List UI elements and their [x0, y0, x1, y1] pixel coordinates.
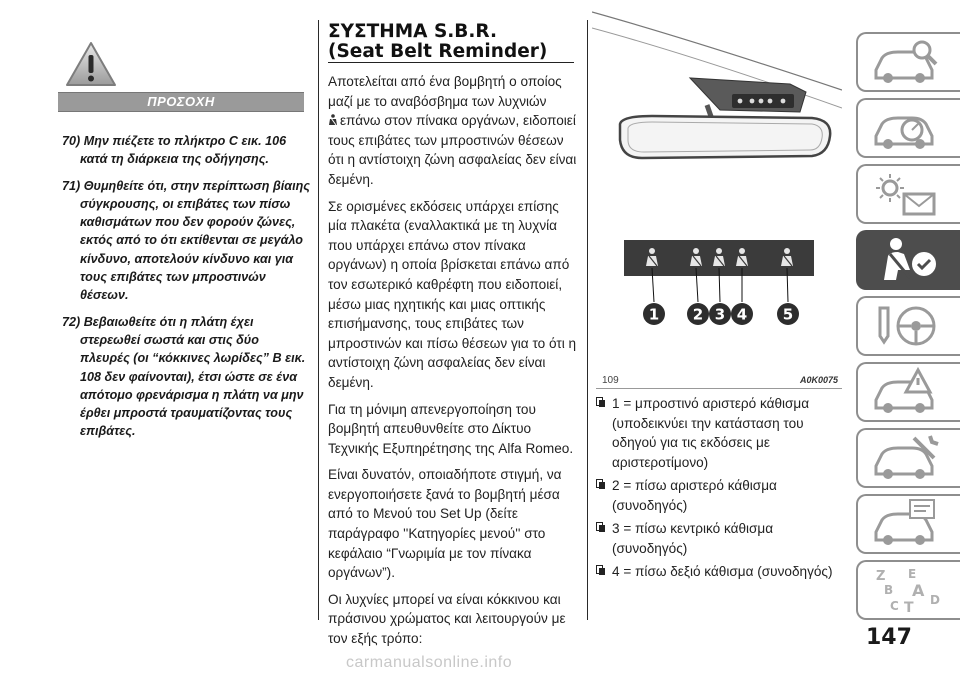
tab-maintenance[interactable] [856, 428, 960, 488]
paragraph-3: Για τη μόνιμη απενεργοποίηση του βομβητή απευθυνθείτε στο Δίκτυο Τεχνικής Εξυπηρέτησης της Alfa Romeo. [328, 401, 574, 456]
index-letters-icon [868, 564, 948, 616]
warning-list [62, 132, 310, 449]
checkbox-bullet-icon [596, 565, 605, 575]
svg-text:T: T [904, 600, 914, 616]
svg-text:C: C [890, 599, 899, 613]
warning-item: 70) Μην πιέζετε το πλήκτρο C εικ. 106 κατά τη διάρκεια της οδήγησης. [62, 134, 287, 167]
warning-triangle-icon [64, 40, 118, 88]
tab-car-dashboard[interactable] [856, 98, 960, 158]
svg-text:Z: Z [876, 569, 886, 584]
car-maintenance-icon [868, 432, 948, 484]
callout-label: 1 [648, 305, 660, 324]
paragraph-1-start: Αποτελείται από ένα βομβητή ο οποίος μαζί με το αναβόσβημα των λυχνιών [328, 74, 562, 109]
section-title [328, 22, 578, 62]
checkbox-bullet-icon [596, 522, 605, 532]
list-item [596, 476, 846, 515]
airbag-safety-icon [868, 234, 948, 286]
tab-driving[interactable] [856, 296, 960, 356]
column-divider-right [587, 20, 588, 620]
paragraph-1 [328, 72, 580, 190]
column-divider-left [318, 20, 319, 620]
section-body [328, 72, 580, 656]
figure-caption-rule [596, 388, 842, 389]
paragraph-4: Είναι δυνατόν, οποιαδήποτε στιγμή, να ενεργοποιήσετε ξανά το βομβητή μέσα από το Μενού του Set Up (δείτε παράγραφο ''Κατηγορίες μενού'' στο κεφάλαιο “Γνωριμία με τον πίνακα οργάνων”). [328, 467, 562, 581]
tab-car-search[interactable] [856, 32, 960, 92]
list-item-text: 3 = πίσω κεντρικό κάθισμα (συνοδηγός) [612, 521, 774, 556]
callout-label: 3 [714, 305, 726, 324]
list-item-text: 1 = μπροστινό αριστερό κάθισμα (υποδεικνύει την κατάσταση του οδηγού για τις εκδόσεις με αριστεροτίμονο) [612, 396, 810, 470]
car-emergency-icon [868, 366, 948, 418]
seat-belt-reminder-figure [592, 0, 842, 372]
page-number: 147 [866, 625, 912, 650]
tab-warning-lights[interactable] [856, 164, 960, 224]
callout-label: 5 [782, 305, 794, 324]
callout-label: 4 [736, 305, 748, 324]
section-title-line1: ΣΥΣΤΗΜΑ S.B.R. [328, 21, 498, 42]
svg-text:A: A [912, 581, 925, 600]
seatbelt-warning-icon [328, 114, 338, 126]
callout-label: 2 [692, 305, 704, 324]
list-item [596, 562, 846, 582]
footer-watermark: carmanualsonline.info [346, 654, 513, 671]
list-item [596, 519, 846, 558]
figure-number: 109 [602, 375, 619, 386]
svg-text:B: B [884, 583, 894, 597]
seat-position-list [596, 394, 846, 586]
tab-index[interactable] [856, 560, 960, 620]
svg-text:E: E [908, 567, 917, 581]
warning-title: ΠΡΟΣΟΧΗ [58, 92, 304, 112]
warning-item: 72) Βεβαιωθείτε ότι η πλάτη έχει στερεωθεί σωστά και στις δύο πλευρές (οι “κόκκινες λωρίδες” Β εικ. 108 δεν φαίνονται), έτσι ώστε σε ένα απότομο φρενάρισμα η πλάτη να μην έρθει μπροστά τραυματίζοντας τους επιβάτες. [62, 314, 306, 439]
figure-code: A0K0075 [800, 375, 839, 385]
list-item-text: 2 = πίσω αριστερό κάθισμα (συνοδηγός) [612, 478, 777, 513]
paragraph-5: Οι λυχνίες μπορεί να είναι κόκκινου και πράσινου χρώματος και λειτουργούν με τον εξής τρόπο: [328, 591, 566, 647]
section-title-line2: (Seat Belt Reminder) [328, 41, 548, 62]
driving-steering-icon [868, 300, 948, 352]
warning-lights-icon [868, 168, 948, 220]
car-search-icon [868, 36, 948, 88]
checkbox-bullet-icon [596, 397, 605, 407]
tab-airbag-safety[interactable] [856, 230, 960, 290]
tab-specs[interactable] [856, 494, 960, 554]
title-underline [328, 62, 574, 63]
checkbox-bullet-icon [596, 479, 605, 489]
tab-emergency[interactable] [856, 362, 960, 422]
paragraph-1-end: επάνω στον πίνακα οργάνων, ειδοποιεί τους επιβάτες των μπροστινών θέσεων ότι η αντίστοιχη ζώνη ασφαλείας δεν είναι δεμένη. [328, 113, 577, 187]
list-item [596, 394, 846, 472]
car-dashboard-icon [868, 102, 948, 154]
warning-item: 71) Θυμηθείτε ότι, στην περίπτωση βίαιης σύγκρουσης, οι επιβάτες των πίσω καθισμάτων που δεν φορούν ζώνες, εκτός από το ότι εκτίθενται σε μεγάλο κίνδυνο, αποτελούν κίνδυνο και για τους επιβάτες των μπροστινών θέσεων. [62, 178, 310, 303]
paragraph-2: Σε ορισμένες εκδόσεις υπάρχει επίσης μία πλακέτα (εναλλακτικά με τη λυχνία που υπάρχει επάνω στον πίνακα οργάνων) η οποία βρίσκεται επάνω από τον εσωτερικό καθρέφτη που ειδοποιεί, μέσω μιας ηχητικής και μιας οπτικής επισήμανσης, τους επιβάτες των μπροστινών και πίσω θέσεων για το ότι η αντίστοιχη ζώνη ασφαλείας δεν είναι δεμένη. [328, 198, 577, 390]
svg-text:D: D [930, 593, 940, 607]
list-item-text: 4 = πίσω δεξιό κάθισμα (συνοδηγός) [612, 564, 833, 579]
car-specs-icon [868, 498, 948, 550]
